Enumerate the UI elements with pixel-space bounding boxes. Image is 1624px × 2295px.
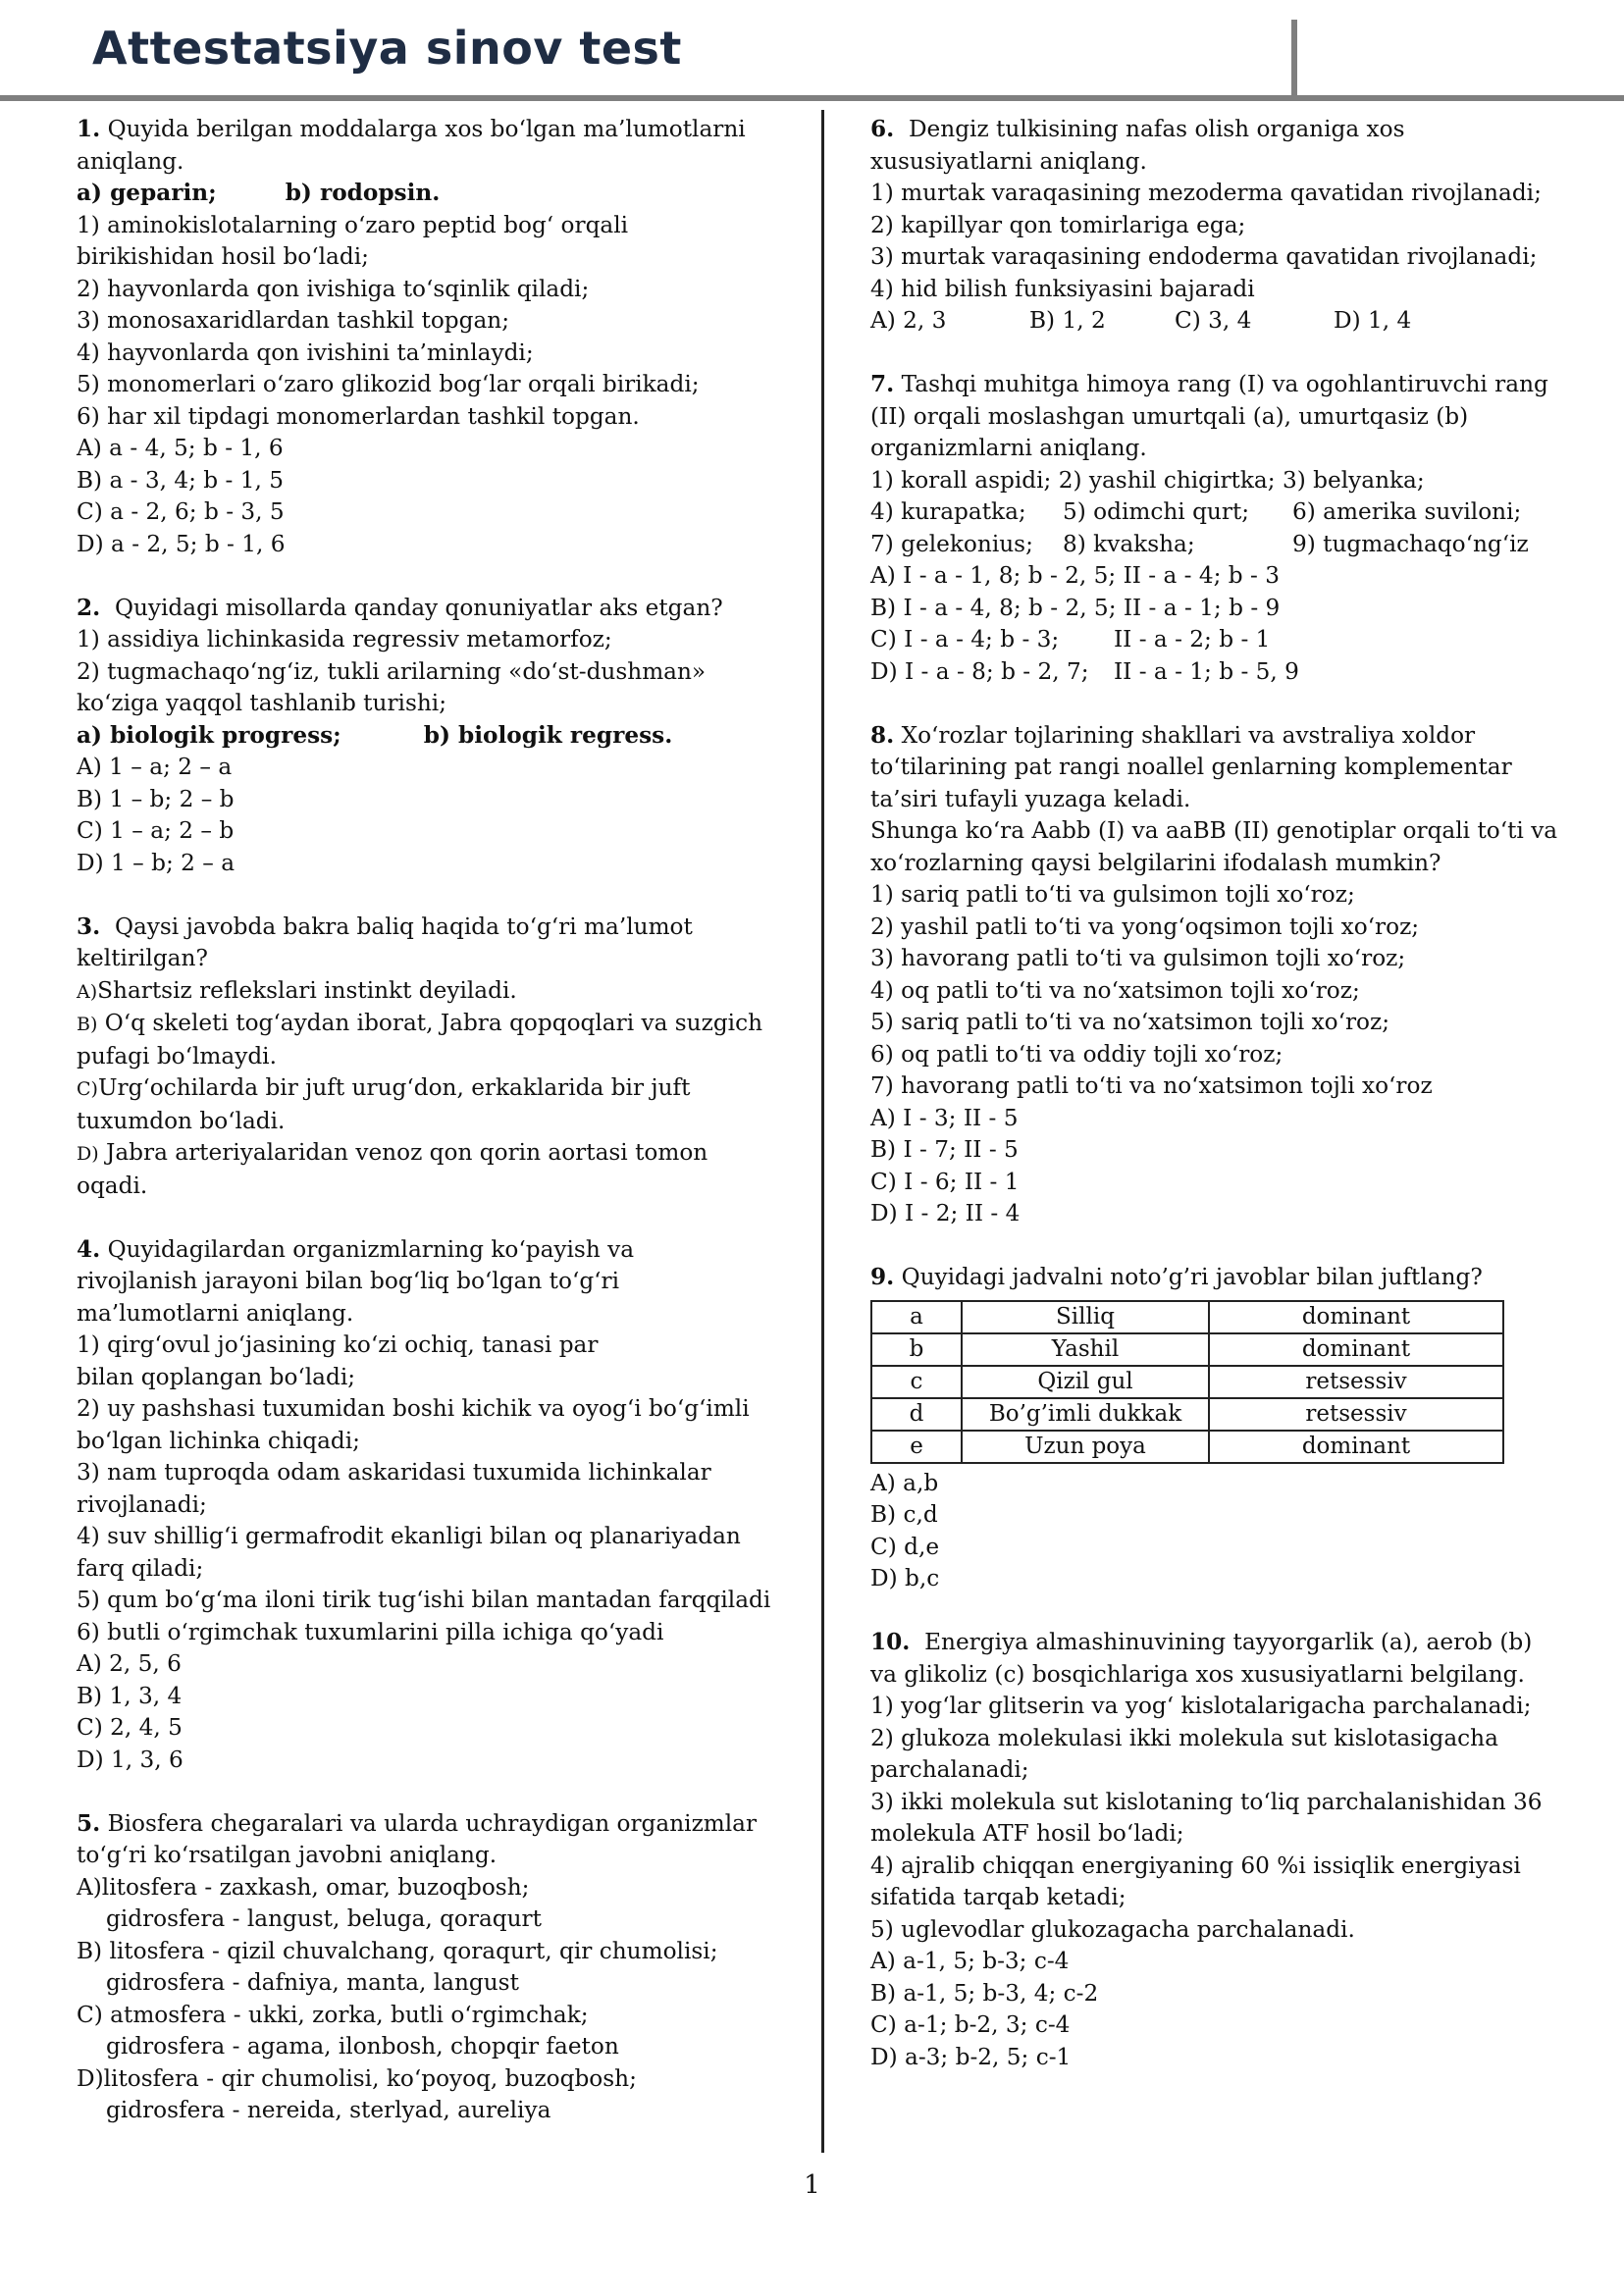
answer-option[interactable]: D) 1 – b; 2 – a xyxy=(77,849,236,876)
question-4 xyxy=(77,1234,803,1777)
answer-option[interactable] xyxy=(77,1072,803,1106)
table-row xyxy=(871,1431,1503,1463)
question-stem: xususiyatlarni aniqlang. xyxy=(870,147,1147,175)
statement: 5) uglevodlar glukozagacha parchalanadi. xyxy=(870,1915,1355,1943)
statement: 6) oq patli to‘ti va oddiy tojli xo‘roz; xyxy=(870,1040,1283,1068)
question-stem: Quyida berilgan moddalarga xos bo‘lgan ma’lumotlarni xyxy=(107,116,746,142)
term-a: a) biologik progress; xyxy=(77,721,341,749)
statement: 3) havorang patli to‘ti va gulsimon tojli xo‘roz; xyxy=(870,945,1406,971)
statement: 2) kapillyar qon tomirlariga ega; xyxy=(870,211,1246,238)
answer-option[interactable]: D) b,c xyxy=(870,1565,940,1591)
option-letter: D) xyxy=(77,1143,99,1165)
option-text: pufagi bo‘lmaydi. xyxy=(77,1042,277,1069)
option-letter: A) xyxy=(77,1873,102,1901)
answer-option[interactable]: C) a-1; b-2, 3; c-4 xyxy=(870,2011,1071,2038)
answer-option[interactable]: A) a,b xyxy=(870,1469,939,1496)
statement: 1) sariq patli to‘ti va gulsimon tojli xo‘roz; xyxy=(870,881,1355,908)
question-stem: xo‘rozlarning qaysi belgilarini ifodalash mumkin? xyxy=(870,849,1441,876)
table-cell: retsessiv xyxy=(1209,1366,1503,1398)
answer-option[interactable] xyxy=(77,1872,803,1904)
organism-list-item: 9) tugmachaqo‘ng‘iz xyxy=(1292,530,1529,557)
statement: 2) hayvonlarda qon ivishiga to‘sqinlik qiladi; xyxy=(77,275,590,302)
term-b: b) biologik regress. xyxy=(423,721,673,749)
answer-option[interactable]: B) 1 – b; 2 – b xyxy=(77,785,235,812)
answer-option[interactable]: C) d,e xyxy=(870,1533,940,1560)
option-text: tuxumdon bo‘ladi. xyxy=(77,1107,286,1134)
statement: 1) assidiya lichinkasida regressiv metamorfoz; xyxy=(77,626,612,652)
answer-option[interactable]: C) I - 6; II - 1 xyxy=(870,1168,1020,1195)
statement: 2) glukoza molekulasi ikki molekula sut kislotasigacha xyxy=(870,1724,1498,1751)
answer-option[interactable]: D) a - 2, 5; b - 1, 6 xyxy=(77,530,286,557)
answer-option[interactable]: C) 1 – a; 2 – b xyxy=(77,817,235,844)
question-stem: Biosfera chegaralari va ularda uchraydigan organizmlar xyxy=(107,1809,758,1837)
answer-option[interactable]: C) a - 2, 6; b - 3, 5 xyxy=(77,498,285,525)
answer-option[interactable] xyxy=(77,2000,803,2032)
question-9 xyxy=(870,1262,1557,1595)
statement: 3) nam tuproqda odam askaridasi tuxumida lichinkalar xyxy=(77,1459,711,1486)
statement: 4) hayvonlarda qon ivishini ta’minlaydi; xyxy=(77,339,534,366)
answer-option[interactable]: A) I - 3; II - 5 xyxy=(870,1104,1019,1131)
table-row xyxy=(871,1301,1503,1333)
option-text: oqadi. xyxy=(77,1172,148,1199)
option-text: Urg‘ochilarda bir juft urug‘don, erkaklarida bir juft xyxy=(97,1074,691,1101)
statement: 4) suv shillig‘i germafrodit ekanligi bilan oq planariyadan xyxy=(77,1523,741,1549)
answer-option[interactable]: B) I - a - 4, 8; b - 2, 5; II - a - 1; b - 9 xyxy=(870,594,1281,621)
question-number: 3. xyxy=(77,913,101,940)
answer-option[interactable] xyxy=(77,1008,803,1041)
question-stem: ma’lumotlarni aniqlang. xyxy=(77,1299,354,1327)
option-text: atmosfera - ukki, zorka, butli o‘rgimchak; xyxy=(110,2001,589,2028)
answer-option[interactable] xyxy=(77,1137,803,1171)
statement: bilan qoplangan bo‘ladi; xyxy=(77,1363,356,1390)
answer-option[interactable]: A) I - a - 1, 8; b - 2, 5; II - a - 4; b - 3 xyxy=(870,562,1280,589)
question-number: 8. xyxy=(870,721,895,749)
answer-option[interactable]: A) 2, 5, 6 xyxy=(77,1650,182,1677)
answer-option[interactable] xyxy=(77,975,803,1009)
option-letter: D) xyxy=(77,2064,104,2092)
table-cell: Uzun poya xyxy=(962,1431,1209,1463)
statement: 1) qirg‘ovul jo‘jasining ko‘zi ochiq, tanasi par xyxy=(77,1331,599,1358)
option-text: litosfera - qir chumolisi, ko‘poyoq, buzoqbosh; xyxy=(103,2064,637,2092)
statement: 3) monosaxaridlardan tashkil topgan; xyxy=(77,307,510,334)
statement: 2) tugmachaqo‘ng‘iz, tukli arilarning «do‘st-dushman» xyxy=(77,657,707,685)
answer-option[interactable]: B) 1, 3, 4 xyxy=(77,1682,183,1709)
question-stem: aniqlang. xyxy=(77,147,184,175)
question-stem: Energiya almashinuvining tayyorgarlik (a), aerob (b) xyxy=(924,1629,1533,1655)
column-divider xyxy=(821,110,824,2153)
answer-option[interactable]: B) 1, 2 xyxy=(1029,307,1106,334)
table-row xyxy=(871,1366,1503,1398)
statement: 1) murtak varaqasining mezoderma qavatidan rivojlanadi; xyxy=(870,180,1542,206)
option-text: Jabra arteriyalaridan venoz qon qorin aortasi tomon xyxy=(106,1139,708,1166)
statement: 4) ajralib chiqqan energiyaning 60 %i issiqlik energiyasi xyxy=(870,1852,1521,1879)
table-cell: a xyxy=(871,1301,962,1333)
question-stem: keltirilgan? xyxy=(77,945,208,971)
option-text: litosfera - zaxkash, omar, buzoqbosh; xyxy=(101,1873,530,1901)
answer-option[interactable]: A) a-1, 5; b-3; c-4 xyxy=(870,1948,1070,1974)
option-text: O‘q skeleti tog‘aydan iborat, Jabra qopqoqlari va suzgich xyxy=(104,1010,763,1036)
table-cell: dominant xyxy=(1209,1333,1503,1366)
answer-option[interactable]: B) c,d xyxy=(870,1501,938,1528)
statement: bo‘lgan lichinka chiqadi; xyxy=(77,1427,360,1454)
question-stem: ta’siri tufayli yuzaga keladi. xyxy=(870,785,1191,812)
answer-option[interactable]: D) 1, 3, 6 xyxy=(77,1746,183,1773)
question-stem: Qaysi javobda bakra baliq haqida to‘g‘ri ma’lumot xyxy=(114,913,693,940)
question-5 xyxy=(77,1808,803,2127)
question-2 xyxy=(77,593,803,880)
answer-option[interactable]: C) 2, 4, 5 xyxy=(77,1714,183,1741)
statement: 4) hid bilish funksiyasini bajaradi xyxy=(870,275,1255,302)
question-number: 5. xyxy=(77,1809,101,1837)
answer-option[interactable]: A) a - 4, 5; b - 1, 6 xyxy=(77,435,284,461)
statement: 5) qum bo‘g‘ma iloni tirik tug‘ishi bilan mantadan farqqiladi xyxy=(77,1587,771,1613)
statement: 2) yashil patli to‘ti va yong‘oqsimon tojli xo‘roz; xyxy=(870,913,1420,940)
option-letter: C) xyxy=(77,2001,103,2028)
question-number: 1. xyxy=(77,116,101,142)
question-6 xyxy=(870,114,1557,338)
option-text: gidrosfera - agama, ilonbosh, chopqir faeton xyxy=(106,2033,619,2060)
statement: rivojlanadi; xyxy=(77,1490,207,1518)
answer-option[interactable] xyxy=(77,2063,803,2096)
answer-option[interactable]: D) a-3; b-2, 5; c-1 xyxy=(870,2043,1072,2070)
question-number: 4. xyxy=(77,1235,101,1263)
option-part: II - a - 1; b - 5, 9 xyxy=(1114,657,1299,685)
left-column xyxy=(77,114,803,2159)
statement: ko‘ziga yaqqol tashlanib turishi; xyxy=(77,690,447,716)
table-row xyxy=(871,1333,1503,1366)
page-number: 1 xyxy=(804,2170,820,2200)
question-stem: Quyidagilardan organizmlarning ko‘payish va xyxy=(107,1235,635,1263)
question-number: 7. xyxy=(870,371,895,397)
statement: 4) oq patli to‘ti va no‘xatsimon tojli xo‘roz; xyxy=(870,976,1360,1004)
term-a: a) geparin; xyxy=(77,180,217,206)
header-tick-divider xyxy=(1291,20,1297,96)
statement: 5) sariq patli to‘ti va no‘xatsimon tojli xo‘roz; xyxy=(870,1009,1390,1035)
statement: molekula ATF hosil bo‘ladi; xyxy=(870,1820,1184,1847)
option-letter: B) xyxy=(77,1014,98,1035)
answer-option[interactable]: A) 1 – a; 2 – a xyxy=(77,754,233,780)
statement: farq qiladi; xyxy=(77,1554,204,1582)
option-letter: B) xyxy=(77,1937,103,1964)
question-stem: Shunga ko‘ra Aabb (I) va aaBB (II) genotiplar orqali to‘ti va xyxy=(870,817,1558,844)
answer-option[interactable]: D) 1, 4 xyxy=(1334,307,1412,334)
statement: 2) uy pashshasi tuxumidan boshi kichik va oyog‘i bo‘g‘imli xyxy=(77,1395,750,1422)
option-letter: A) xyxy=(77,980,98,1003)
table-cell: c xyxy=(871,1366,962,1398)
option-text: gidrosfera - dafniya, manta, langust xyxy=(106,1969,519,1996)
question-number: 10. xyxy=(870,1629,911,1655)
question-10 xyxy=(870,1627,1557,2073)
table-cell: b xyxy=(871,1333,962,1366)
question-stem: rivojlanish jarayoni bilan bog‘liq bo‘lgan to‘g‘ri xyxy=(77,1268,620,1294)
organism-list-item: 1) korall aspidi; 2) yashil chigirtka; xyxy=(870,466,1276,494)
option-text: gidrosfera - nereida, sterlyad, aureliya xyxy=(106,2097,551,2123)
option-text: Shartsiz reflekslari instinkt deyiladi. xyxy=(97,976,517,1004)
table-cell: Qizil gul xyxy=(962,1366,1209,1398)
organism-list-item: 4) kurapatka; xyxy=(870,498,1026,525)
table-cell: Bo’g’imli dukkak xyxy=(962,1398,1209,1431)
table-cell: dominant xyxy=(1209,1431,1503,1463)
organism-list-item: 5) odimchi qurt; xyxy=(1063,498,1250,525)
table-cell: Yashil xyxy=(962,1333,1209,1366)
question-stem: Tashqi muhitga himoya rang (I) va ogohlantiruvchi rang xyxy=(901,371,1548,397)
question-stem: Quyidagi jadvalni noto’g’ri javoblar bilan juftlang? xyxy=(901,1264,1483,1290)
table-cell: d xyxy=(871,1398,962,1431)
question-stem: organizmlarni aniqlang. xyxy=(870,435,1147,461)
organism-list-item: 7) gelekonius; xyxy=(870,530,1033,557)
option-text: gidrosfera - langust, beluga, qoraqurt xyxy=(106,1905,542,1932)
answer-option[interactable] xyxy=(870,624,1557,656)
question-number: 9. xyxy=(870,1264,895,1290)
question-number: 2. xyxy=(77,594,101,621)
question-stem: va glikoliz (c) bosqichlariga xos xususiyatlarni belgilang. xyxy=(870,1660,1525,1688)
statement: 3) ikki molekula sut kislotaning to‘liq parchalanishidan 36 xyxy=(870,1788,1543,1815)
answer-option[interactable]: B) a - 3, 4; b - 1, 5 xyxy=(77,466,284,494)
table-cell: e xyxy=(871,1431,962,1463)
statement: birikishidan hosil bo‘ladi; xyxy=(77,243,369,270)
statement: sifatida tarqab ketadi; xyxy=(870,1884,1126,1910)
statement: 5) monomerlari o‘zaro glikozid bog‘lar orqali birikadi; xyxy=(77,371,700,397)
question-7 xyxy=(870,369,1557,688)
organism-list-item: 3) belyanka; xyxy=(1283,466,1425,494)
statement: 7) havorang patli to‘ti va no‘xatsimon tojli xo‘roz xyxy=(870,1072,1433,1099)
organism-list-item: 6) amerika suviloni; xyxy=(1292,498,1522,525)
term-b: b) rodopsin. xyxy=(285,180,441,206)
table-cell: Silliq xyxy=(962,1301,1209,1333)
statement: 3) murtak varaqasining endoderma qavatidan rivojlanadi; xyxy=(870,243,1538,270)
option-part: II - a - 2; b - 1 xyxy=(1114,626,1271,652)
question-stem: to‘tilarining pat rangi noallel genlarning komplementar xyxy=(870,754,1512,780)
statement: 1) yog‘lar glitserin va yog‘ kislotalarigacha parchalanadi; xyxy=(870,1693,1532,1719)
question-stem: Dengiz tulkisining nafas olish organiga xos xyxy=(908,116,1405,142)
question-stem: (II) orqali moslashgan umurtqali (a), umurtqasiz (b) xyxy=(870,402,1469,430)
table-cell: retsessiv xyxy=(1209,1398,1503,1431)
trait-table xyxy=(870,1300,1504,1464)
answer-option[interactable]: B) a-1, 5; b-3, 4; c-2 xyxy=(870,1979,1099,2007)
table-cell: dominant xyxy=(1209,1301,1503,1333)
statement: 6) har xil tipdagi monomerlardan tashkil topgan. xyxy=(77,402,640,430)
organism-list-item: 8) kvaksha; xyxy=(1063,530,1195,557)
statement: 6) butli o‘rgimchak tuxumlarini pilla ichiga qo‘yadi xyxy=(77,1618,664,1645)
page-header xyxy=(0,0,1624,100)
option-text: litosfera - qizil chuvalchang, qoraqurt, qir chumolisi; xyxy=(109,1937,718,1964)
option-part: D) I - a - 8; b - 2, 7; xyxy=(870,657,1089,685)
question-stem: Quyidagi misollarda qanday qonuniyatlar aks etgan? xyxy=(114,594,723,621)
question-number: 6. xyxy=(870,116,895,142)
table-row xyxy=(871,1398,1503,1431)
answer-option[interactable]: A) 2, 3 xyxy=(870,307,947,334)
answer-option[interactable] xyxy=(870,656,1557,689)
question-3 xyxy=(77,912,803,1203)
statement: 1) aminokislotalarning o‘zaro peptid bog‘ orqali xyxy=(77,211,629,238)
option-part: C) I - a - 4; b - 3; xyxy=(870,626,1060,652)
answer-option[interactable]: B) I - 7; II - 5 xyxy=(870,1136,1019,1163)
statement: parchalanadi; xyxy=(870,1756,1029,1783)
right-column xyxy=(870,114,1557,2106)
question-stem: to‘g‘ri ko‘rsatilgan javobni aniqlang. xyxy=(77,1842,498,1868)
page-title: Attestatsiya sinov test xyxy=(92,22,682,75)
answer-option[interactable] xyxy=(77,1936,803,1968)
question-8 xyxy=(870,720,1557,1230)
option-letter: C) xyxy=(77,1078,98,1100)
question-stem: Xo‘rozlar tojlarining shakllari va avstraliya xoldor xyxy=(901,721,1476,749)
question-1 xyxy=(77,114,803,560)
header-rule xyxy=(0,95,1624,101)
answer-option[interactable]: C) 3, 4 xyxy=(1175,307,1252,334)
answer-option[interactable]: D) I - 2; II - 4 xyxy=(870,1200,1021,1226)
